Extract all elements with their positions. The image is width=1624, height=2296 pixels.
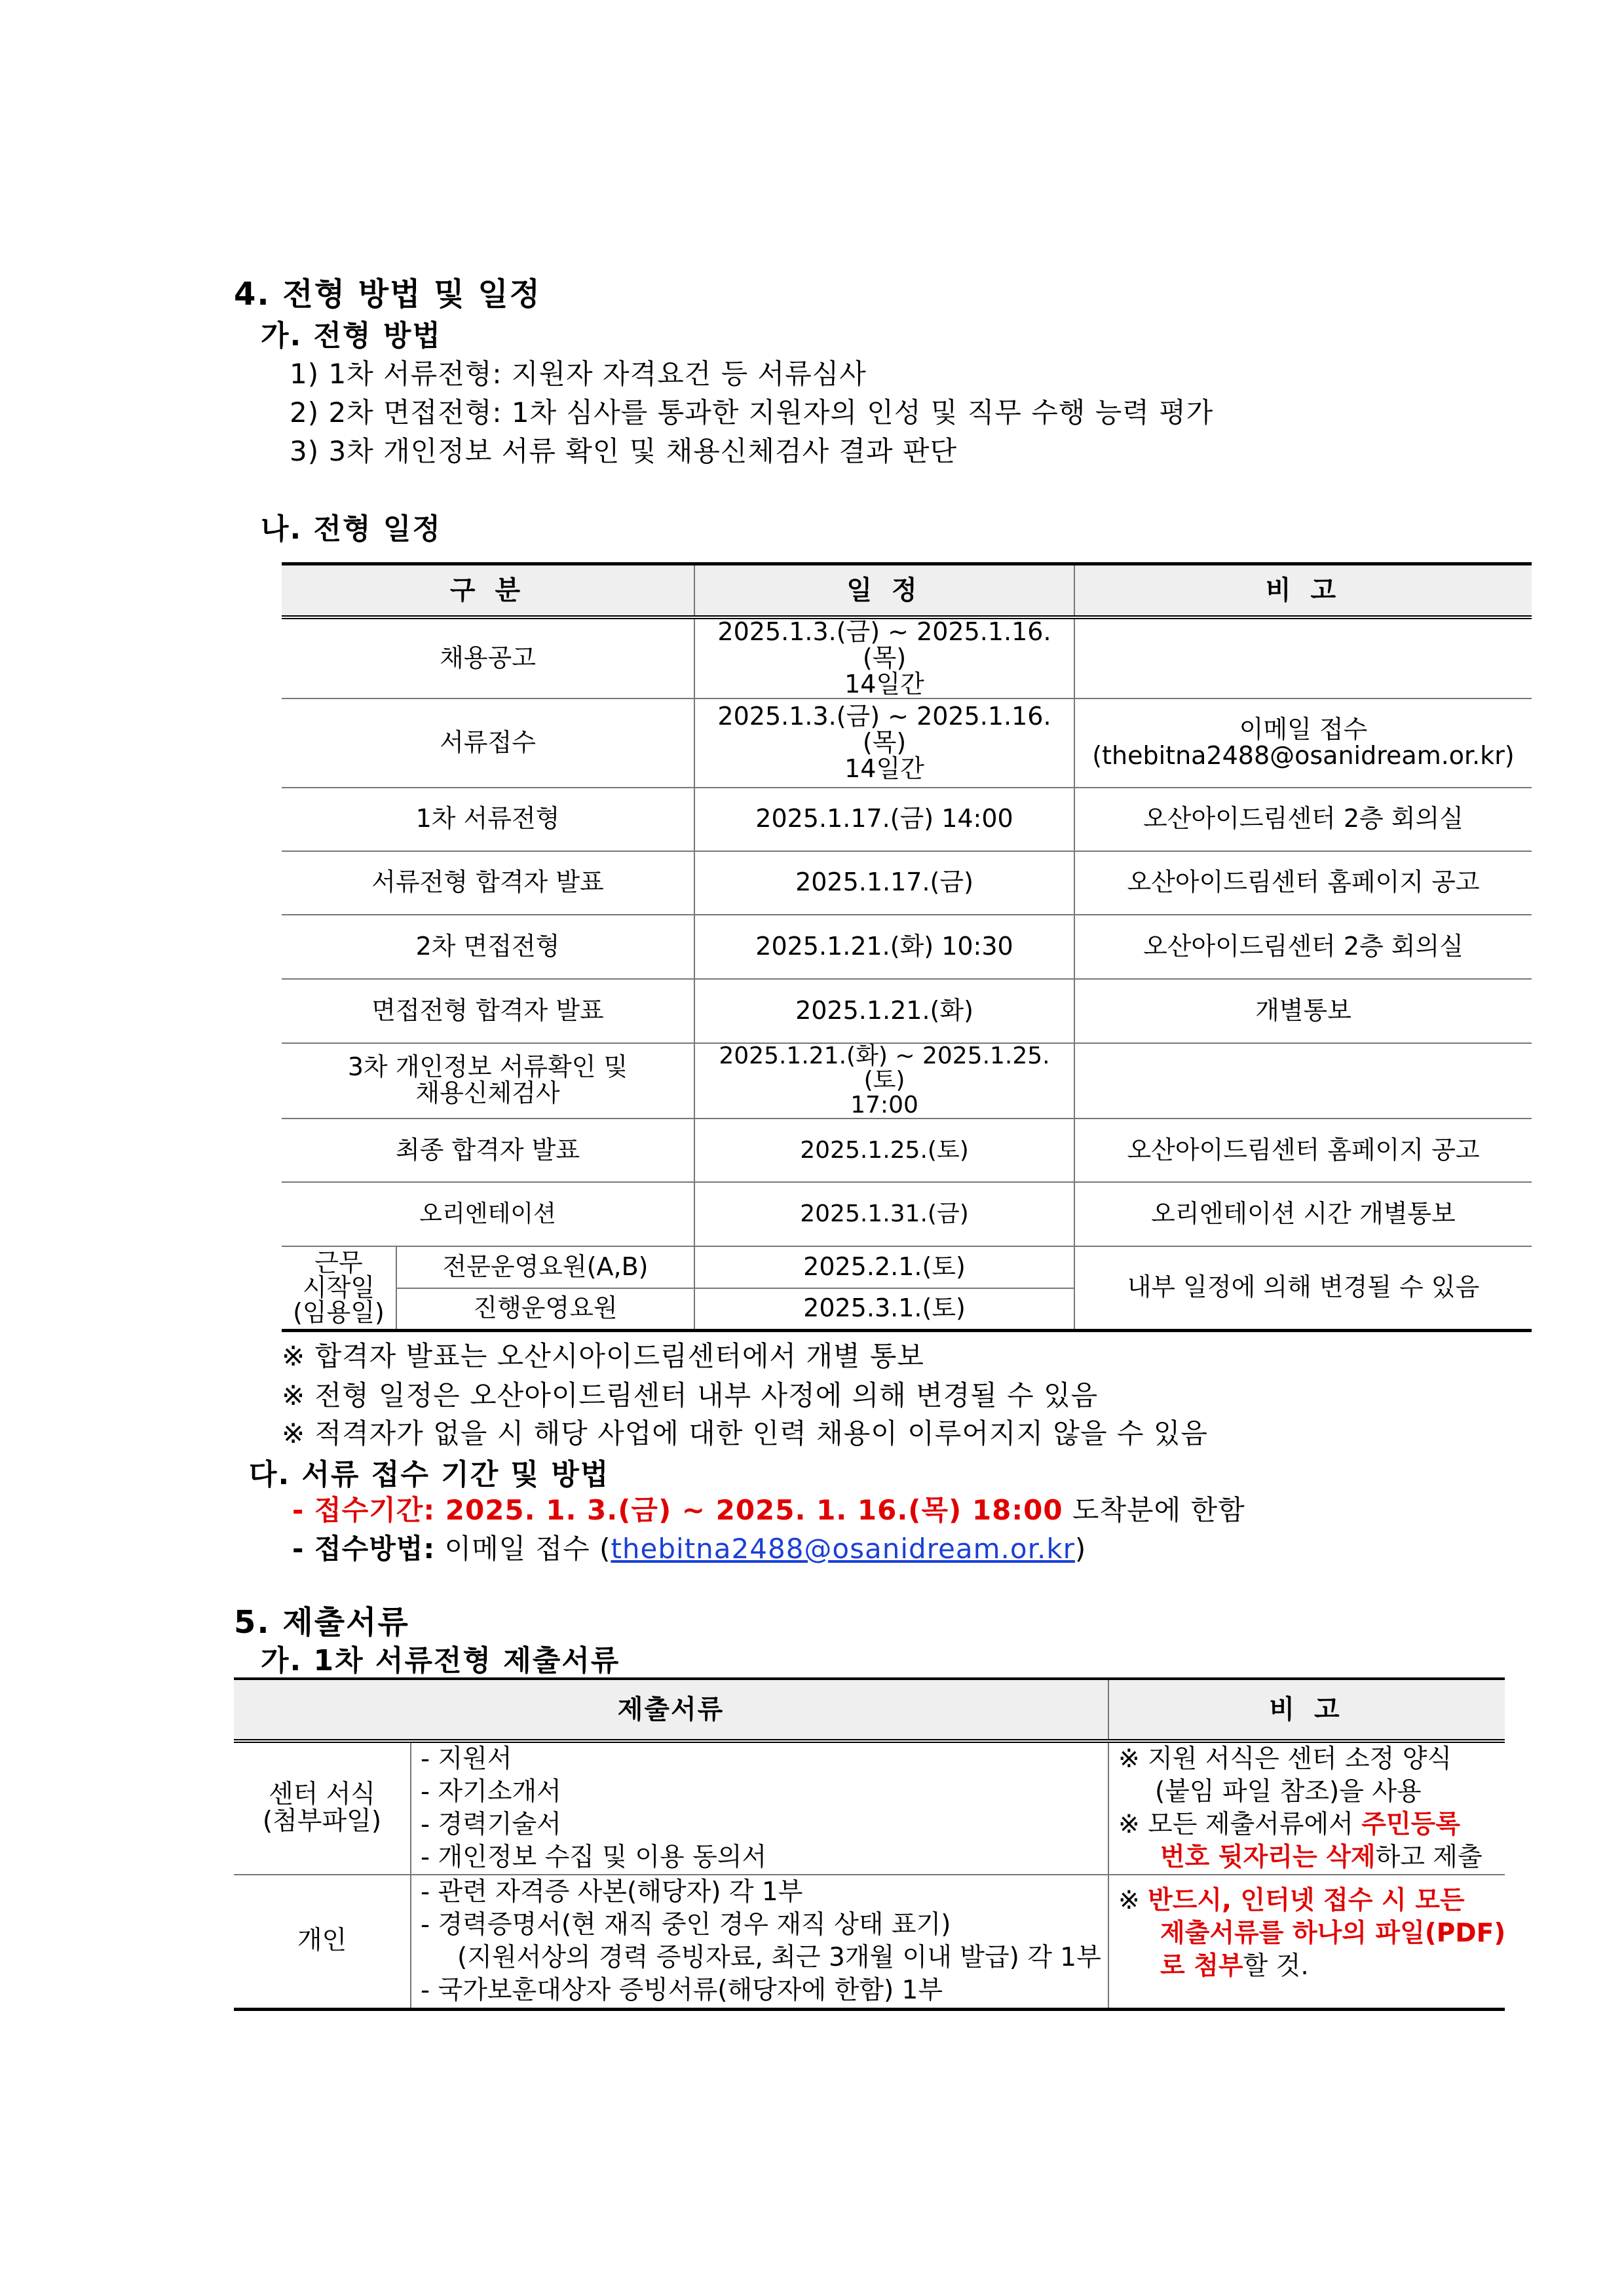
schedule-category: 서류접수 xyxy=(282,698,694,788)
personal-label: 개인 xyxy=(234,1875,411,2009)
start-date: 2025.3.1.(토) xyxy=(694,1288,1074,1330)
schedule-note: 오산아이드림센터 2층 회의실 xyxy=(1074,788,1532,851)
center-form-note: ※ 지원 서식은 센터 소정 양식 (붙임 파일 참조)을 사용 ※ 모든 제출서류에서 주민등록 번호 뒷자리는 삭제하고 제출 xyxy=(1108,1741,1505,1875)
schedule-date: 2025.1.31.(금) xyxy=(694,1182,1074,1246)
schedule-note xyxy=(1074,1043,1532,1119)
table-row xyxy=(234,1741,1505,1875)
schedule-header-note: 비 고 xyxy=(1074,564,1532,618)
schedule-category: 오리엔테이션 xyxy=(282,1182,694,1246)
table-row xyxy=(282,1246,1532,1288)
table-row xyxy=(282,979,1532,1043)
center-form-items: - 지원서 - 자기소개서 - 경력기술서 - 개인정보 수집 및 이용 동의서 xyxy=(411,1741,1108,1875)
table-row xyxy=(282,617,1532,698)
schedule-category: 최종 합격자 발표 xyxy=(282,1119,694,1182)
table-row xyxy=(282,788,1532,851)
section5-title: 5. 제출서류 xyxy=(234,1604,409,1641)
schedule-date: 2025.1.25.(토) xyxy=(694,1119,1074,1182)
table-row xyxy=(282,851,1532,915)
schedule-note: 오산아이드림센터 홈페이지 공고 xyxy=(1074,851,1532,915)
schedule-date: 2025.1.21.(화) 10:30 xyxy=(694,915,1074,979)
schedule-note: 이메일 접수 (thebitna2488@osanidream.or.kr) xyxy=(1074,698,1532,788)
submission-method: - 접수방법: 이메일 접수 (thebitna2488@osanidream.or.kr) xyxy=(292,1533,1087,1565)
schedule-date: 2025.1.3.(금) ~ 2025.1.16.(목) 14일간 xyxy=(694,617,1074,698)
schedule-header-category: 구 분 xyxy=(282,564,694,618)
start-date: 2025.2.1.(토) xyxy=(694,1246,1074,1288)
docs-header-documents: 제출서류 xyxy=(234,1679,1108,1741)
schedule-date: 2025.1.21.(화) xyxy=(694,979,1074,1043)
methods-title: 가. 전형 방법 xyxy=(261,319,442,353)
submission-period: - 접수기간: 2025. 1. 3.(금) ~ 2025. 1. 16.(목) 18:00 도착분에 한함 xyxy=(292,1494,1245,1526)
schedule-date: 2025.1.17.(금) xyxy=(694,851,1074,915)
table-row xyxy=(234,1875,1505,2009)
start-date-label: 근무 시작일 (임용일) xyxy=(282,1246,396,1330)
schedule-header-date: 일 정 xyxy=(694,564,1074,618)
table-row xyxy=(282,698,1532,788)
schedule-category: 채용공고 xyxy=(282,617,694,698)
schedule-note: 오리엔테이션 시간 개별통보 xyxy=(1074,1182,1532,1246)
schedule-category: 3차 개인정보 서류확인 및 채용신체검사 xyxy=(282,1043,694,1119)
start-role: 진행운영요원 xyxy=(396,1288,694,1330)
schedule-note: 오산아이드림센터 2층 회의실 xyxy=(1074,915,1532,979)
schedule-note-3: ※ 적격자가 없을 시 해당 사업에 대한 인력 채용이 이루어지지 않을 수 있음 xyxy=(282,1417,1208,1449)
start-role: 전문운영요원(A,B) xyxy=(396,1246,694,1288)
personal-note: ※ 반드시, 인터넷 접수 시 모든 제출서류를 하나의 파일(PDF) 로 첨부할 것. xyxy=(1108,1875,1505,2009)
schedule-note-1: ※ 합격자 발표는 오산시아이드림센터에서 개별 통보 xyxy=(282,1340,924,1372)
start-note: 내부 일정에 의해 변경될 수 있음 xyxy=(1074,1246,1532,1330)
table-row xyxy=(282,1182,1532,1246)
table-row xyxy=(282,1119,1532,1182)
center-form-label: 센터 서식 (첨부파일) xyxy=(262,1780,382,1836)
method-item-1: 1) 1차 서류전형: 지원자 자격요건 등 서류심사 xyxy=(290,358,867,390)
schedule-category: 서류전형 합격자 발표 xyxy=(282,851,694,915)
schedule-title: 나. 전형 일정 xyxy=(261,512,442,546)
schedule-category: 1차 서류전형 xyxy=(282,788,694,851)
table-row xyxy=(282,915,1532,979)
submission-title: 다. 서류 접수 기간 및 방법 xyxy=(249,1458,610,1491)
schedule-note xyxy=(1074,617,1532,698)
schedule-note-2: ※ 전형 일정은 오산아이드림센터 내부 사정에 의해 변경될 수 있음 xyxy=(282,1379,1099,1411)
schedule-category: 2차 면접전형 xyxy=(282,915,694,979)
schedule-category: 면접전형 합격자 발표 xyxy=(282,979,694,1043)
email-link[interactable]: thebitna2488@osanidream.or.kr xyxy=(611,1533,1075,1565)
table-row xyxy=(282,1043,1532,1119)
schedule-note: 오산아이드림센터 홈페이지 공고 xyxy=(1074,1119,1532,1182)
docs-header-note: 비 고 xyxy=(1108,1679,1505,1741)
method-item-3: 3) 3차 개인정보 서류 확인 및 채용신체검사 결과 판단 xyxy=(290,435,958,467)
schedule-date: 2025.1.17.(금) 14:00 xyxy=(694,788,1074,851)
schedule-table xyxy=(282,562,1532,1332)
schedule-date: 2025.1.21.(화) ~ 2025.1.25.(토) 17:00 xyxy=(694,1043,1074,1119)
section5-subtitle: 가. 1차 서류전형 제출서류 xyxy=(261,1644,620,1677)
section4-title: 4. 전형 방법 및 일정 xyxy=(234,276,542,313)
documents-table xyxy=(234,1677,1505,2011)
personal-items: - 관련 자격증 사본(해당자) 각 1부 - 경력증명서(현 재직 중인 경우 재직 상태 표기) (지원서상의 경력 증빙자료, 최근 3개월 이내 발급) 각 1부 - 국가보훈대상자 증빙서류(해당자에 한함) 1부 xyxy=(411,1875,1108,2009)
schedule-note: 개별통보 xyxy=(1074,979,1532,1043)
method-item-2: 2) 2차 면접전형: 1차 심사를 통과한 지원자의 인성 및 직무 수행 능력 평가 xyxy=(290,396,1214,429)
schedule-date: 2025.1.3.(금) ~ 2025.1.16.(목) 14일간 xyxy=(694,698,1074,788)
